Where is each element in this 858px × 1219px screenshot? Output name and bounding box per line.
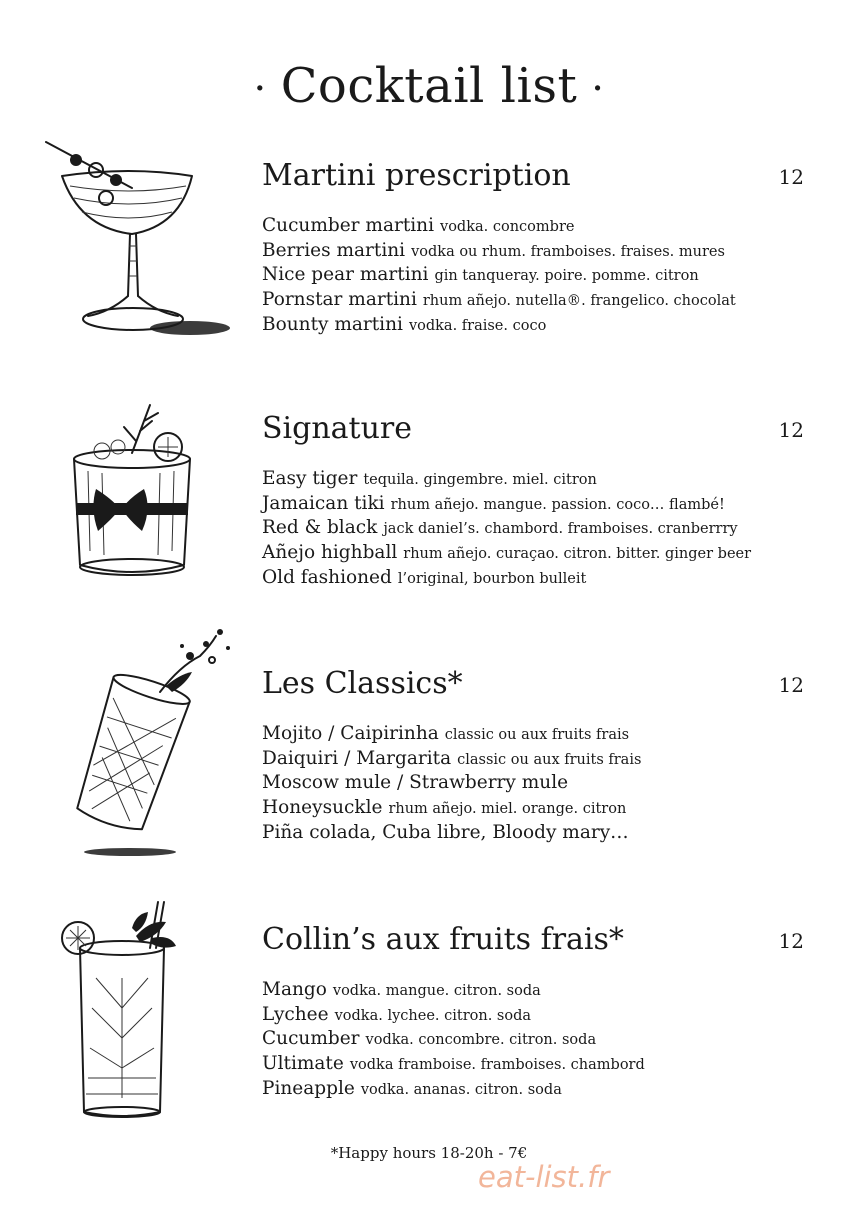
- tumbler-with-bow-icon: [40, 401, 240, 631]
- martini-glass-icon: [40, 136, 240, 366]
- item-name: Pornstar martini: [262, 289, 417, 311]
- item-desc: rhum añejo. curaçao. citron. bitter. ginger beer: [403, 546, 752, 563]
- list-item: [262, 566, 751, 591]
- item-desc: l’original, bourbon bulleit: [397, 570, 587, 587]
- item-name: Nice pear martini: [262, 264, 429, 286]
- item-name: Mango: [262, 979, 327, 1000]
- item-desc: classic ou aux fruits frais: [444, 727, 630, 743]
- list-item: [262, 1027, 645, 1052]
- list-item: [262, 821, 641, 846]
- section-collins: [0, 922, 858, 1162]
- section-signature: [0, 411, 858, 651]
- section-title: Martini prescription: [262, 158, 571, 193]
- list-item: [262, 313, 736, 338]
- list-item: [262, 467, 751, 492]
- item-desc: vodka framboise. framboises. chambord: [349, 1057, 645, 1074]
- item-list: [262, 467, 751, 590]
- section-title: Les Classics*: [262, 666, 463, 701]
- item-desc: vodka. concombre. citron. soda: [365, 1032, 597, 1049]
- item-desc: vodka. lychee. citron. soda: [334, 1007, 532, 1024]
- section-classics: [0, 666, 858, 906]
- title-dot-right: ·: [591, 66, 605, 112]
- list-item: [262, 1003, 645, 1028]
- happy-hours-note: *Happy hours 18-20h - 7€: [330, 1144, 528, 1162]
- item-desc: vodka. fraise. coco: [408, 317, 547, 334]
- list-item: [262, 541, 751, 566]
- item-name: Easy tiger: [262, 468, 358, 489]
- section-price: 12: [778, 929, 804, 953]
- list-item: [262, 214, 736, 239]
- list-item: [262, 288, 736, 313]
- item-name: Jamaican tiki: [262, 492, 385, 514]
- item-name: Daiquiri / Margarita: [262, 747, 452, 769]
- item-list: [262, 214, 736, 337]
- item-desc: gin tanqueray. poire. pomme. citron: [434, 268, 699, 285]
- item-desc: rhum añejo. nutella®. frangelico. chocolat: [422, 293, 736, 310]
- item-name: Lychee: [262, 1003, 329, 1025]
- item-name: Berries martini: [262, 239, 406, 261]
- list-item: [262, 978, 645, 1003]
- list-item: [262, 796, 641, 821]
- list-item: [262, 1077, 645, 1102]
- item-desc: rhum añejo. mangue. passion. coco… flambé!: [390, 496, 725, 513]
- title-dot-left: ·: [253, 66, 267, 112]
- item-list: [262, 722, 641, 845]
- item-list: [262, 978, 645, 1101]
- splashing-glass-icon: [40, 626, 240, 856]
- section-martini: [0, 158, 858, 398]
- list-item: [262, 747, 641, 772]
- item-name: Mojito / Caipirinha: [262, 723, 439, 744]
- item-desc: vodka. ananas. citron. soda: [360, 1081, 562, 1098]
- watermark: eat-list.fr: [478, 1160, 610, 1194]
- item-name: Ultimate: [262, 1053, 344, 1075]
- item-desc: jack daniel’s. chambord. framboises. cranberrry: [383, 521, 738, 538]
- item-name: Piña colada, Cuba libre, Bloody mary…: [262, 821, 629, 843]
- item-name: Red & black: [262, 517, 378, 539]
- title-text: Cocktail list: [280, 58, 578, 114]
- list-item: [262, 722, 641, 747]
- list-item: [262, 1052, 645, 1077]
- section-title: Signature: [262, 411, 413, 446]
- collins-glass-icon: [40, 898, 240, 1128]
- section-price: 12: [778, 673, 804, 697]
- section-price: 12: [778, 165, 804, 189]
- item-name: Añejo highball: [262, 542, 398, 564]
- item-name: Old fashioned: [262, 566, 392, 588]
- item-desc: tequila. gingembre. miel. citron: [363, 472, 597, 488]
- item-name: Honeysuckle: [262, 797, 383, 819]
- item-name: Pineapple: [262, 1077, 355, 1099]
- item-desc: rhum añejo. miel. orange. citron: [388, 801, 627, 818]
- item-name: Bounty martini: [262, 313, 403, 335]
- item-name: Moscow mule / Strawberry mule: [262, 772, 569, 794]
- list-item: [262, 516, 751, 541]
- item-desc: classic ou aux fruits frais: [457, 751, 642, 768]
- list-item: [262, 239, 736, 264]
- section-price: 12: [778, 418, 804, 442]
- item-name: Cucumber martini: [262, 215, 435, 236]
- item-desc: vodka. mangue. citron. soda: [332, 983, 541, 999]
- page-title: [0, 58, 858, 114]
- section-title: Collin’s aux fruits frais*: [262, 922, 624, 957]
- item-name: Cucumber: [262, 1028, 360, 1050]
- list-item: [262, 492, 751, 517]
- item-desc: vodka. concombre: [440, 219, 575, 235]
- item-desc: vodka ou rhum. framboises. fraises. mures: [411, 243, 725, 260]
- list-item: [262, 771, 641, 796]
- list-item: [262, 263, 736, 288]
